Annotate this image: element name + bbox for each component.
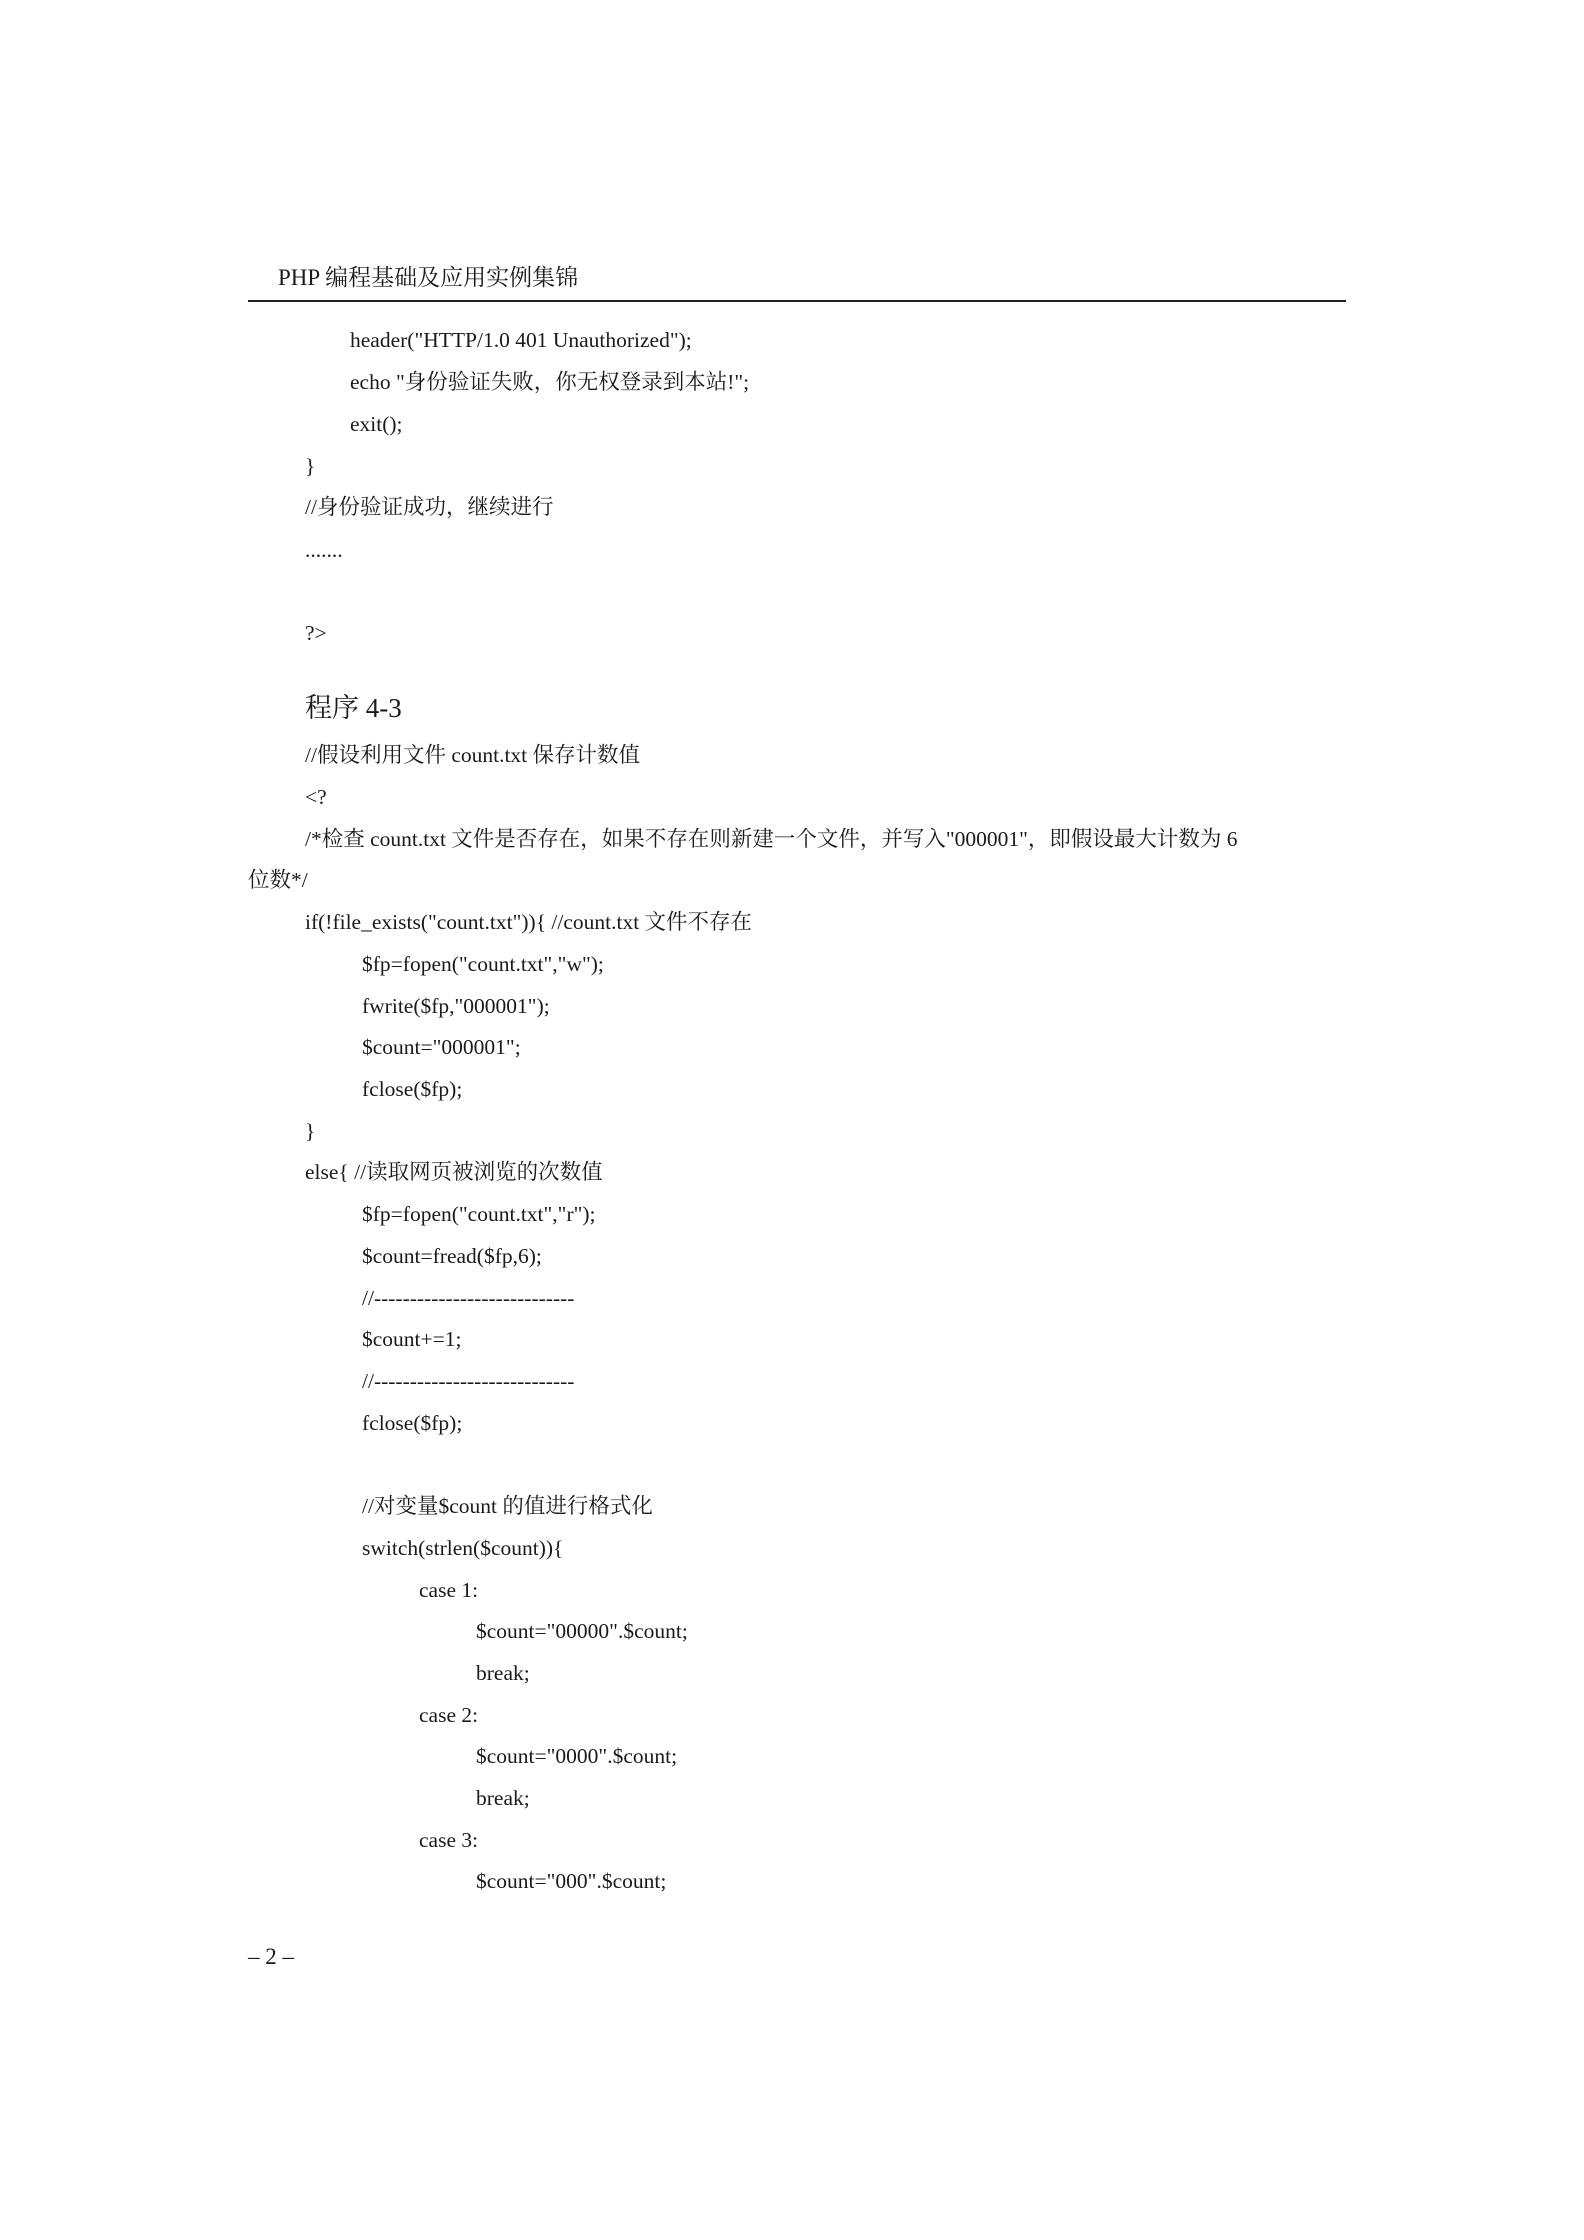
code-line: $count="000".$count;	[476, 1869, 667, 1893]
code-line: case 1:	[419, 1578, 479, 1602]
code-line: }	[305, 1119, 316, 1143]
code-line: switch(strlen($count)){	[362, 1536, 564, 1560]
code-line: else{ //读取网页被浏览的次数值	[305, 1160, 603, 1184]
page-number: – 2 –	[248, 1944, 294, 1969]
code-line: if(!file_exists("count.txt")){ //count.txt 文件不存在	[305, 910, 753, 934]
code-line: $fp=fopen("count.txt","w");	[362, 952, 604, 976]
code-line: exit();	[350, 412, 403, 436]
program-heading: 程序 4-3	[305, 693, 402, 723]
code-line: $count=fread($fp,6);	[362, 1244, 542, 1268]
code-comment: //身份验证成功，继续进行	[305, 495, 554, 519]
code-line: fclose($fp);	[362, 1077, 463, 1101]
code-comment: //假设利用文件 count.txt 保存计数值	[305, 743, 641, 767]
code-comment: //----------------------------	[362, 1369, 575, 1393]
code-line: $count="0000".$count;	[476, 1744, 678, 1768]
code-line: echo "身份验证失败，你无权登录到本站!";	[350, 370, 750, 394]
code-line: case 3:	[419, 1828, 479, 1852]
code-line: break;	[476, 1786, 530, 1810]
code-line: $fp=fopen("count.txt","r");	[362, 1202, 596, 1226]
code-line: $count+=1;	[362, 1327, 462, 1351]
code-comment: //----------------------------	[362, 1286, 575, 1310]
code-comment: //对变量$count 的值进行格式化	[362, 1494, 653, 1518]
code-line: $count="00000".$count;	[476, 1619, 688, 1643]
code-line: header("HTTP/1.0 401 Unauthorized");	[350, 328, 692, 352]
code-line: .......	[305, 538, 343, 562]
code-line: break;	[476, 1661, 530, 1685]
code-line: case 2:	[419, 1703, 479, 1727]
code-line: $count="000001";	[362, 1035, 521, 1059]
code-comment: 位数*/	[248, 868, 308, 892]
running-header-title: PHP 编程基础及应用实例集锦	[278, 265, 579, 290]
code-line: fwrite($fp,"000001");	[362, 994, 550, 1018]
code-line: <?	[305, 785, 327, 809]
code-comment: /*检查 count.txt 文件是否存在，如果不存在则新建一个文件，并写入"000001"，即假设最大计数为 6	[305, 827, 1238, 851]
code-line: fclose($fp);	[362, 1411, 463, 1435]
code-line: ?>	[305, 621, 327, 645]
code-line: }	[305, 454, 316, 478]
